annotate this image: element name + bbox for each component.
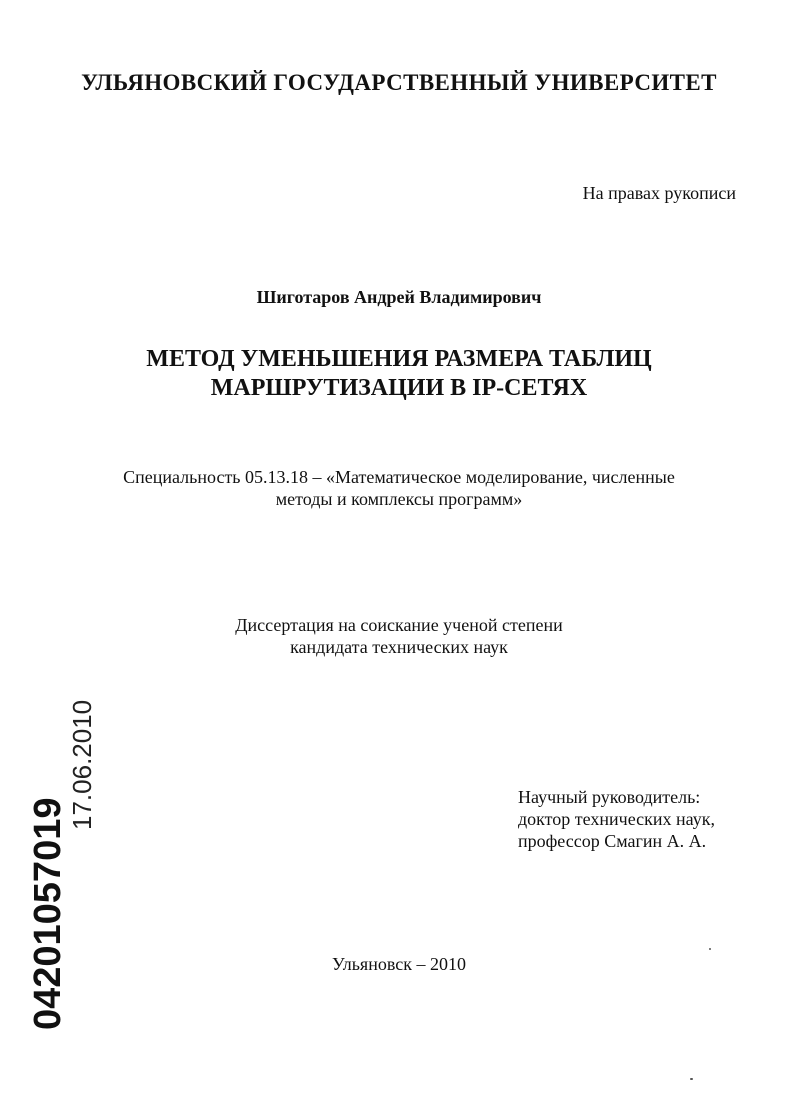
degree-line-2: кандидата технических наук — [290, 637, 508, 657]
supervisor-name: профессор Смагин А. А. — [518, 831, 707, 851]
title-line-1: МЕТОД УМЕНЬШЕНИЯ РАЗМЕРА ТАБЛИЦ — [146, 346, 652, 372]
stamp-date: 17.06.2010 — [67, 699, 97, 830]
supervisor-label: Научный руководитель: — [518, 787, 701, 807]
specialty-line-1: Специальность 05.13.18 – «Математическое моделирование, численные — [123, 467, 675, 487]
author-name: Шиготаров Андрей Владимирович — [256, 287, 542, 307]
university-name: УЛЬЯНОВСКИЙ ГОСУДАРСТВЕННЫЙ УНИВЕРСИТЕТ — [81, 70, 717, 95]
stamp-number: 04201057019 — [27, 797, 69, 1030]
title-line-2: МАРШРУТИЗАЦИИ В IP-СЕТЯХ — [210, 375, 588, 401]
specialty-block — [0, 466, 798, 510]
degree-line-1: Диссертация на соискание ученой степени — [235, 615, 563, 635]
dissertation-title — [0, 345, 798, 403]
specialty-line-2: методы и комплексы программ» — [275, 489, 523, 509]
scan-speck — [690, 1078, 693, 1080]
city-year: Ульяновск – 2010 — [332, 954, 466, 974]
degree-block — [0, 614, 798, 658]
manuscript-note: На правах рукописи — [582, 183, 736, 203]
scan-speck — [709, 948, 711, 950]
supervisor-block — [518, 786, 715, 852]
supervisor-degree: доктор технических наук, — [518, 809, 715, 829]
